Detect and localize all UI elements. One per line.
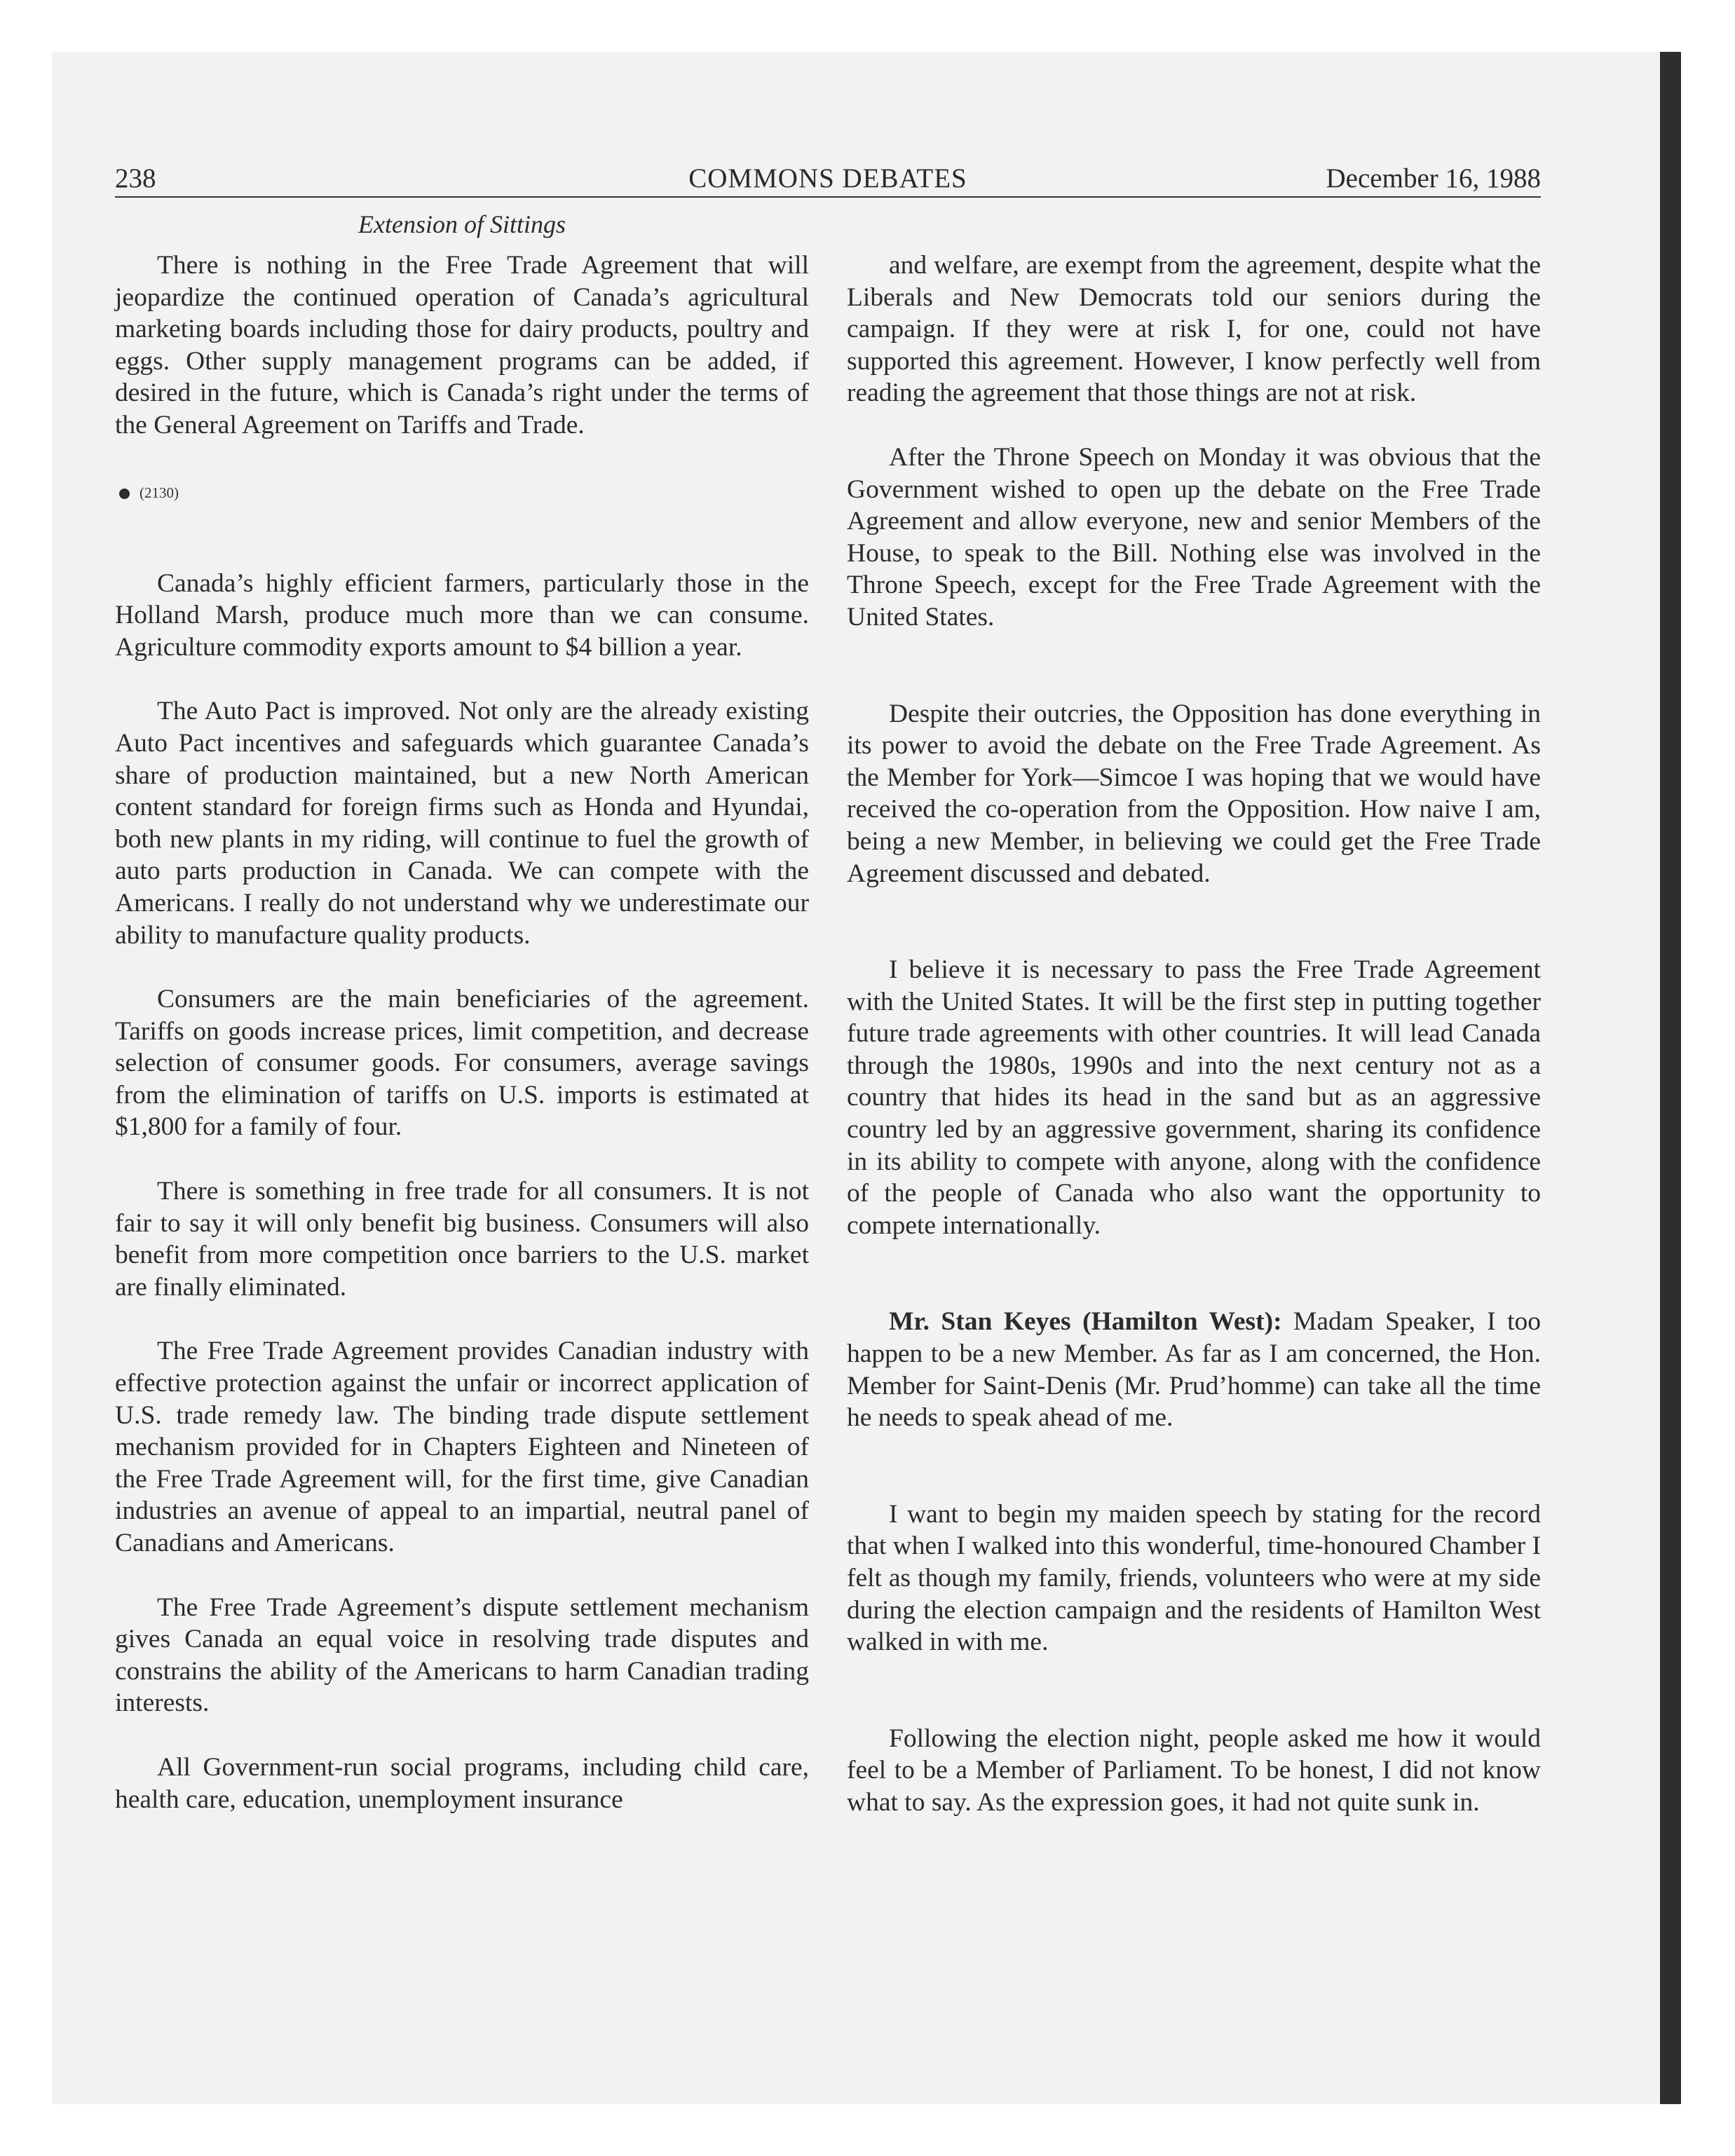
paragraph: After the Throne Speech on Monday it was obvious that the Government wished to open up the debate on the Free Trade Agreement and allow everyone, new and senior Members of the House, to speak to the Bill. Nothing else was involved in the Throne Speech, except for the Free Trade Agreement with the United States.: [847, 442, 1541, 632]
left-column: [115, 250, 809, 1815]
speech-paragraph: [847, 1306, 1541, 1433]
paragraph: I believe it is necessary to pass the Free Trade Agreement with the United States. It will be the first step in putting together future trade agreements with other countries. It will lead Canada through the 1980s, 1990s and into the next century not as a country that hides its head in the sand but as an aggressive country led by an aggressive government, sharing its confidence in its ability to compete with anyone, along with the confidence of the people of Canada who also want the opportunity to compete internationally.: [847, 955, 1541, 1240]
header-date: December 16, 1988: [1326, 163, 1541, 193]
paragraph: The Free Trade Agreement’s dispute settlement mechanism gives Canada an equal voice in resolving trade disputes and constrains the ability of the Americans to harm Canadian trading interests.: [115, 1592, 809, 1718]
paragraph: The Auto Pact is improved. Not only are the already existing Auto Pact incentives and safeguards which guarantee Canada’s share of production maintained, but a new North American content standard for foreign firms such as Honda and Hyundai, both new plants in my riding, will continue to fuel the growth of auto parts production in Canada. We can compete with the Americans. I really do not understand why we underestimate our ability to manufacture quality products.: [115, 697, 809, 950]
publication-title: COMMONS DEBATES: [688, 163, 967, 193]
bullet-icon: [119, 489, 130, 499]
time-marker: [115, 482, 809, 503]
page-header: [115, 161, 1541, 198]
paragraph: Consumers are the main beneficiaries of the agreement. Tariffs on goods increase prices, limit competition, and decrease selection of consumer goods. For consumers, average savings from the elimination of tariffs on U.S. imports is estimated at $1,800 for a family of four.: [115, 985, 809, 1142]
scan-edge-shadow: [1660, 52, 1681, 2104]
speaker-name: Mr. Stan Keyes (Hamilton West):: [889, 1307, 1282, 1337]
page-number: 238: [115, 163, 156, 193]
paragraph: The Free Trade Agreement provides Canadian industry with effective protection against the unfair or incorrect application of U.S. trade remedy law. The binding trade dispute settlement mechanism provided for in Chapters Eighteen and Nineteen of the Free Trade Agreement will, for the first time, give Canadian industries an avenue of appeal to an impartial, neutral panel of Canadians and Americans.: [115, 1337, 809, 1557]
right-column: [847, 250, 1541, 1819]
paragraph: Canada’s highly efficient farmers, particularly those in the Holland Marsh, produce much more than we can consume. Agriculture commodity exports amount to $4 billion a year.: [115, 568, 809, 662]
paragraph: I want to begin my maiden speech by stating for the record that when I walked into this wonderful, time-honoured Chamber I felt as though my family, friends, volunteers who were at my side during the election campaign and the residents of Hamilton West walked in with me.: [847, 1499, 1541, 1657]
paragraph: There is something in free trade for all consumers. It is not fair to say it will only benefit big business. Consumers will also benefit from more competition once barriers to the U.S. market are finally eliminated.: [115, 1177, 809, 1302]
paragraph: There is nothing in the Free Trade Agreement that will jeopardize the continued operation of Canada’s agricultural marketing boards including those for dairy products, poultry and eggs. Other supply management programs can be added, if desired in the future, which is Canada’s right under the terms of the General Agreement on Tariffs and Trade.: [115, 251, 809, 439]
paragraph: and welfare, are exempt from the agreement, despite what the Liberals and New Democrats told our seniors during the campaign. If they were at risk I, for one, could not have supported this agreement. However, I know perfectly well from reading the agreement that those things are not at risk.: [847, 251, 1541, 408]
paragraph: Despite their outcries, the Opposition has done everything in its power to avoid the debate on the Free Trade Agreement. As the Member for York—Simcoe I was hoping that we would have received the co-operation from the Opposition. How naive I am, being a new Member, in believing we could get the Free Trade Agreement discussed and debated.: [847, 699, 1541, 888]
paragraph: All Government-run social programs, including child care, health care, education, unemployment insurance: [115, 1752, 809, 1814]
speech-text: Madam Speaker, I too happen to be a new Member. As far as I am concerned, the Hon. Member for Saint-Denis (Mr. Prud’homme) can take all the time he needs to speak ahead of me.: [847, 1307, 1541, 1433]
paragraph: Following the election night, people asked me how it would feel to be a Member of Parliament. To be honest, I did not know what to say. As the expression goes, it had not quite sunk in.: [847, 1724, 1541, 1817]
time-marker-label: (2130): [140, 484, 179, 501]
section-title: Extension of Sittings: [358, 210, 566, 238]
